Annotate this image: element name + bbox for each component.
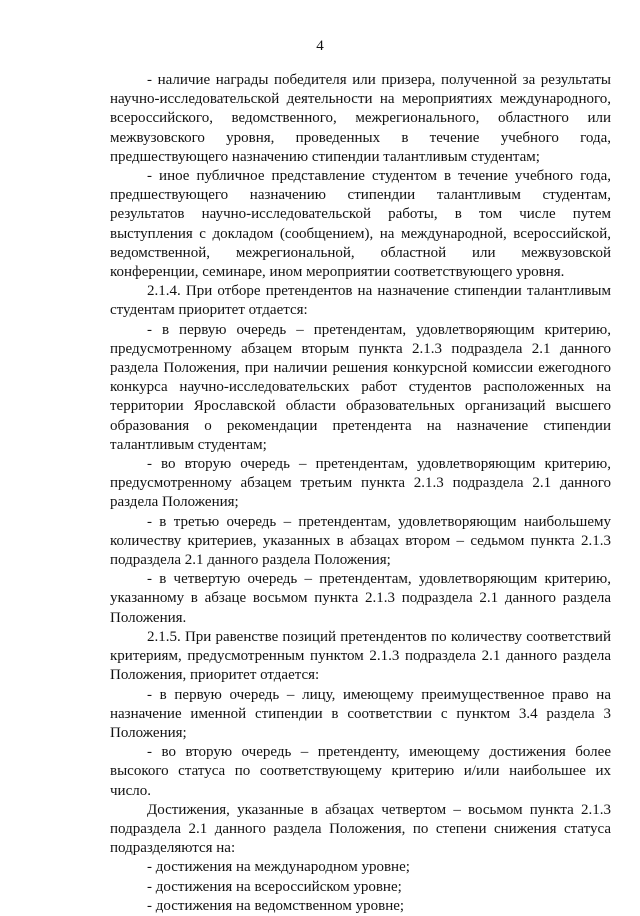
document-body [110,71,611,916]
paragraph-priority-third: - в третью очередь – претендентам, удовлетворяющим наибольшему количеству критериев, указанных в абзацах втором – седьмом пункта 2.1.3 подраздела 2.1 данного раздела Положения; [110,513,611,569]
paragraph-2-1-4: 2.1.4. При отборе претендентов на назначение стипендии талантливым студентам приоритет отдается: [110,283,611,319]
list-item-international: - достижения на международном уровне; [147,859,410,876]
paragraph-equal-first: - в первую очередь – лицу, имеющему преимущественное право на назначение именной стипендии в соответствии с пунктом 3.4 раздела 3 Положения; [110,686,611,741]
paragraph-priority-first: - в первую очередь – претендентам, удовлетворяющим критерию, предусмотренному абзацем вторым пункта 2.1.3 подраздела 2.1 данного раздела Положения, при наличии решения конкурсной комиссии ежегодного конкурса научно-исследовательских работ студентов расположенных на территории Ярославской области образовательных организаций высшего образования о рекомендации претендента на назначение стипендии талантливым студентам; [110,321,611,453]
paragraph-award: - наличие награды победителя или призера, полученной за результаты научно-исследовательской деятельности на мероприятиях международного, всероссийского, ведомственного, межрегионального, областного или межвузовского уровня, проведенных в течение учебного года, предшествующего назначению стипендии талантливым студентам; [110,72,611,165]
paragraph-priority-second: - во вторую очередь – претендентам, удовлетворяющим критерию, предусмотренному абзацем третьим пункта 2.1.3 подраздела 2.1 данного раздела Положения; [110,456,611,511]
list-item-departmental: - достижения на ведомственном уровне; [147,897,405,914]
page-number: 4 [316,38,324,54]
paragraph-achievements: Достижения, указанные в абзацах четвертом – восьмом пункта 2.1.3 подраздела 2.1 данного раздела Положения, по степени снижения статуса подразделяются на: [110,801,611,857]
paragraph-public-presentation: - иное публичное представление студентом в течение учебного года, предшествующего назначению стипендии талантливым студентам, результатов научно-исследовательской работы, в том числе путем выступления с докладом (сообщением), на международной, всероссийской, ведомственной, межрегиональной, областной или межвузовской конференции, семинаре, ином мероприятии соответствующего уровня. [110,168,611,281]
paragraph-2-1-5: 2.1.5. При равенстве позиций претендентов по количеству соответствий критериям, предусмотренным пунктом 2.1.3 подраздела 2.1 данного раздела Положения, приоритет отдается: [110,628,611,684]
list-item-all-russian: - достижения на всероссийском уровне; [147,878,402,895]
paragraph-priority-fourth: - в четвертую очередь – претендентам, удовлетворяющим критерию, указанному в абзаце восьмом пункта 2.1.3 подраздела 2.1 данного раздела Положения. [110,571,611,626]
paragraph-equal-second: - во вторую очередь – претенденту, имеющему достижения более высокого статуса по соответствующему критерию и/или наибольшее их число. [110,744,611,799]
